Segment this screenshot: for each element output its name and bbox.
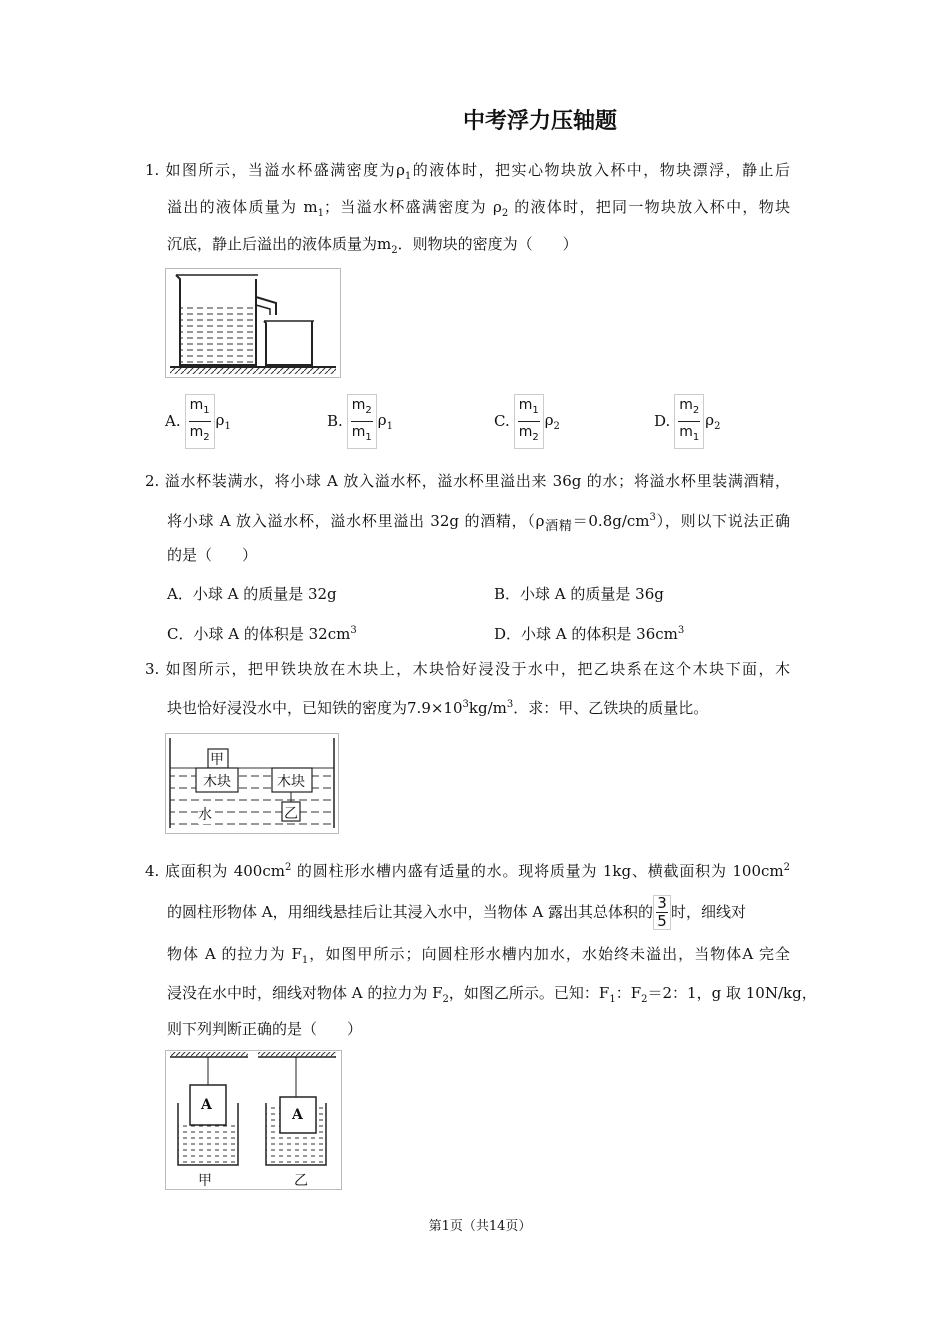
page-footer: 第1页（共14页） (428, 1219, 532, 1234)
label-jia: 甲 (210, 752, 224, 768)
fraction-m2-over-m1: $\frac{m_2}{m_1}$ (347, 394, 377, 449)
q4-line2: 的圆柱形物体 A，用细线悬挂后让其浸入水中，当物体 A 露出其总体积的 $\frac{3}{5}$ 时，细线对 (167, 893, 746, 930)
page-title: 中考浮力压轴题 (462, 109, 617, 134)
fraction-3-5: $\frac{3}{5}$ (653, 895, 671, 930)
q3-line1: 3. 如图所示，把甲铁块放在木块上，木块恰好浸没于水中，把乙块系在这个木块下面，木 (145, 660, 790, 678)
q1-option-d[interactable]: D. $\frac{m_2}{m_1}$ $\rho_2$ (654, 394, 720, 449)
overflow-cup-diagram (166, 269, 340, 377)
q2-line1: 2. 溢水杯装满水，将小球 A 放入溢水杯，溢水杯里溢出来 36g 的水；将溢水杯里装满酒精， (145, 472, 790, 490)
q1-option-b[interactable]: B. $\frac{m_2}{m_1}$ $\rho_1$ (327, 394, 393, 449)
hanging-block-diagram (166, 1051, 341, 1189)
label-a-jia: A (201, 1097, 212, 1113)
q1-option-a[interactable]: A. $\frac{m_1}{m_2}$ $\rho_1$ (165, 394, 231, 449)
fraction-m1-over-m2: $\frac{m_1}{m_2}$ (514, 394, 544, 449)
fraction-m1-over-m2: $\frac{m_1}{m_2}$ (185, 394, 215, 449)
q3-number: 3. (145, 660, 160, 678)
q1-figure-overflow-cups (165, 268, 341, 378)
label-a-yi: A (292, 1107, 303, 1123)
q4-line1: 4. 底面积为 $400cm^2$ 的圆柱形水槽内盛有适量的水。现将质量为 1kg、横截面积为 $100cm^2$ (145, 862, 790, 880)
label-jia: 甲 (198, 1173, 212, 1189)
q2-option-d[interactable]: D．小球 A 的体积是 $36cm^3$ (494, 625, 685, 643)
label-wood-2: 木块 (277, 774, 305, 790)
q4-line5: 则下列判断正确的是（ ） (167, 1020, 363, 1038)
q1-line2: 溢出的液体质量为 $m_1$；当溢水杯盛满密度为 $\rho_2$ 的液体时，把同一物块放入杯中，物块 (167, 198, 790, 219)
q3-line2: 块也恰好浸没水中，已知铁的密度为$7.9\times 10^3kg/m^3$．求：甲、乙铁块的质量比。 (167, 699, 709, 717)
q2-option-a[interactable]: A．小球 A 的质量是 32g (167, 585, 337, 603)
q2-number: 2. (145, 472, 160, 490)
q2-line2: 将小球 A 放入溢水杯，溢水杯里溢出 32g 的酒精，$(\rho_{酒精}=0.8g/cm^3)$，则以下说法正确 (167, 512, 790, 534)
q1-option-c[interactable]: C. $\frac{m_1}{m_2}$ $\rho_2$ (494, 394, 560, 449)
q4-line4: 浸没在水中时，细线对物体 A 的拉力为 $F_2$，如图乙所示。已知：$F_1$：$F_2=2$：1，g 取 10N/kg， (167, 984, 817, 1005)
label-wood-1: 木块 (203, 774, 231, 790)
q2-option-c[interactable]: C．小球 A 的体积是 $32cm^3$ (167, 625, 357, 643)
q4-line3: 物体 A 的拉力为 $F_1$，如图甲所示；向圆柱形水槽内加水，水始终未溢出，当物体A 完全 (167, 945, 790, 966)
q1-line1: 1. 如图所示，当溢水杯盛满密度为$\rho_1$的液体时，把实心物块放入杯中，物块漂浮，静止后 (145, 161, 790, 182)
q3-figure-iron-wood (165, 733, 339, 834)
q1-number: 1. (145, 161, 160, 179)
fraction-m2-over-m1: $\frac{m_2}{m_1}$ (674, 394, 704, 449)
label-yi: 乙 (284, 806, 298, 822)
q4-number: 4. (145, 862, 160, 880)
q1-line3: 沉底，静止后溢出的液体质量为$m_2$．则物块的密度为（ ） (167, 235, 578, 256)
q2-option-b[interactable]: B．小球 A 的质量是 36g (494, 585, 664, 603)
label-yi: 乙 (294, 1173, 308, 1189)
q4-figure-hanging-block (165, 1050, 342, 1190)
q2-line3: 的是（ ） (167, 546, 258, 564)
iron-wood-diagram (166, 734, 338, 833)
label-water: 水 (198, 804, 212, 824)
